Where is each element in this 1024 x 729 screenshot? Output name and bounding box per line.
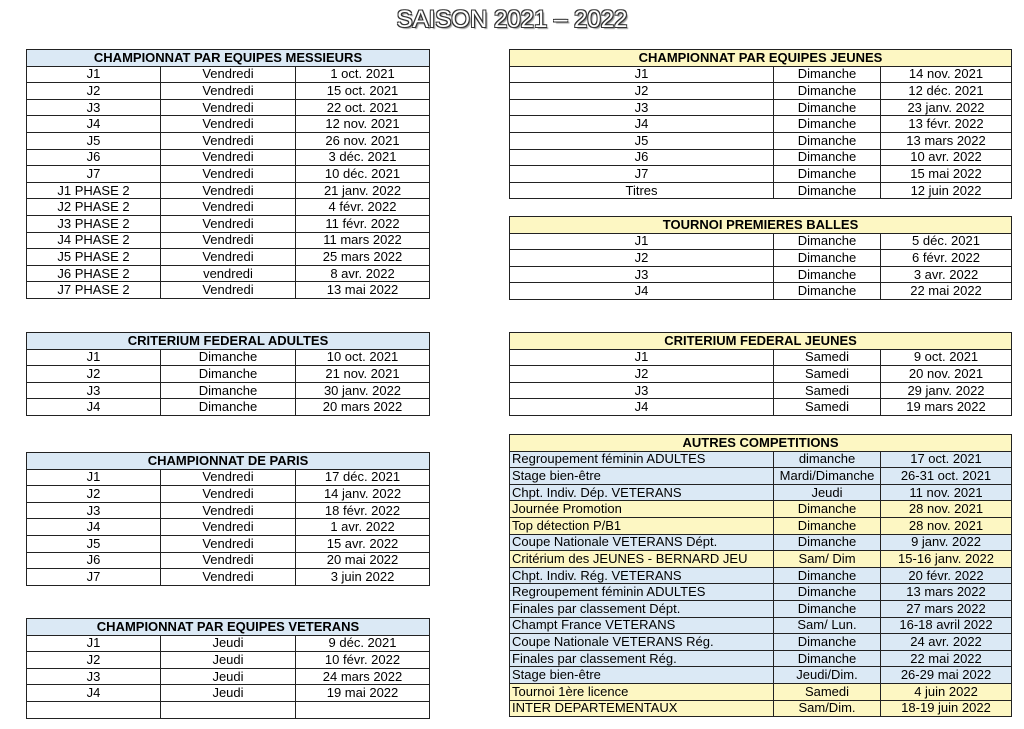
event-cell: J3 — [27, 502, 161, 519]
date-cell: 26-31 oct. 2021 — [881, 468, 1012, 485]
date-cell: 25 mars 2022 — [296, 249, 430, 266]
event-cell: J3 PHASE 2 — [27, 215, 161, 232]
date-cell: 10 déc. 2021 — [296, 166, 430, 183]
date-cell: 3 déc. 2021 — [296, 149, 430, 166]
event-cell — [27, 701, 161, 718]
day-cell: Sam/ Dim — [774, 551, 881, 568]
day-cell: Vendredi — [161, 535, 296, 552]
date-cell: 24 avr. 2022 — [881, 634, 1012, 651]
day-cell: Vendredi — [161, 132, 296, 149]
event-cell: J3 — [510, 99, 774, 116]
event-cell: J3 — [510, 266, 774, 283]
table-row — [510, 283, 1012, 300]
day-cell: Vendredi — [161, 569, 296, 586]
table-row — [510, 650, 1012, 667]
table-row — [27, 635, 430, 652]
event-cell: J4 — [510, 116, 774, 133]
table-row — [27, 166, 430, 183]
event-cell: J2 — [510, 366, 774, 383]
event-cell: J1 — [27, 469, 161, 486]
table-row — [27, 552, 430, 569]
day-cell: Dimanche — [774, 83, 881, 100]
day-cell: Vendredi — [161, 99, 296, 116]
date-cell: 15-16 janv. 2022 — [881, 551, 1012, 568]
event-cell: Chpt. Indiv. Dép. VETERANS — [510, 484, 774, 501]
event-cell: J2 — [27, 652, 161, 669]
event-cell: J7 PHASE 2 — [27, 282, 161, 299]
date-cell: 21 janv. 2022 — [296, 182, 430, 199]
event-cell: Champt France VETERANS — [510, 617, 774, 634]
event-cell: J4 — [27, 519, 161, 536]
event-cell: J2 — [510, 83, 774, 100]
table-row — [27, 469, 430, 486]
event-cell: J6 — [510, 149, 774, 166]
table-row — [510, 250, 1012, 267]
day-cell: Samedi — [774, 349, 881, 366]
table-row — [27, 668, 430, 685]
table-row — [27, 701, 430, 718]
date-cell: 6 févr. 2022 — [881, 250, 1012, 267]
day-cell: Dimanche — [161, 382, 296, 399]
event-cell: Titres — [510, 182, 774, 199]
day-cell: Dimanche — [774, 250, 881, 267]
table-row — [510, 132, 1012, 149]
day-cell: Jeudi — [161, 652, 296, 669]
table-header: CHAMPIONNAT PAR EQUIPES JEUNES — [510, 50, 1012, 67]
event-cell: J2 — [510, 250, 774, 267]
table-row — [510, 683, 1012, 700]
championnat-jeunes-table — [509, 49, 1012, 199]
day-cell: Dimanche — [161, 399, 296, 416]
day-cell: Dimanche — [774, 517, 881, 534]
date-cell: 13 mars 2022 — [881, 584, 1012, 601]
championnat-veterans-table — [26, 618, 430, 719]
date-cell: 23 janv. 2022 — [881, 99, 1012, 116]
event-cell: J1 — [27, 635, 161, 652]
event-cell: J3 — [27, 668, 161, 685]
table-row — [510, 182, 1012, 199]
day-cell: Vendredi — [161, 83, 296, 100]
date-cell: 13 févr. 2022 — [881, 116, 1012, 133]
event-cell: J5 — [27, 132, 161, 149]
table-row — [510, 634, 1012, 651]
table-row — [510, 451, 1012, 468]
day-cell: dimanche — [774, 451, 881, 468]
table-header: CRITERIUM FEDERAL JEUNES — [510, 333, 1012, 350]
date-cell: 28 nov. 2021 — [881, 501, 1012, 518]
event-cell: J4 — [27, 685, 161, 702]
table-row — [27, 66, 430, 83]
date-cell: 28 nov. 2021 — [881, 517, 1012, 534]
table-row — [27, 249, 430, 266]
event-cell: J6 — [27, 149, 161, 166]
table-row — [510, 484, 1012, 501]
day-cell: Samedi — [774, 683, 881, 700]
table-header: CHAMPIONNAT PAR EQUIPES VETERANS — [27, 619, 430, 636]
day-cell: Jeudi — [774, 484, 881, 501]
table-row — [510, 349, 1012, 366]
event-cell: Critérium des JEUNES - BERNARD JEU — [510, 551, 774, 568]
table-row — [27, 182, 430, 199]
date-cell: 1 avr. 2022 — [296, 519, 430, 536]
table-row — [27, 486, 430, 503]
day-cell: Vendredi — [161, 182, 296, 199]
event-cell: Coupe Nationale VETERANS Dépt. — [510, 534, 774, 551]
table-row — [27, 282, 430, 299]
event-cell: J3 — [27, 382, 161, 399]
table-row — [27, 99, 430, 116]
date-cell: 24 mars 2022 — [296, 668, 430, 685]
day-cell: Dimanche — [774, 584, 881, 601]
event-cell: Chpt. Indiv. Rég. VETERANS — [510, 567, 774, 584]
event-cell: J2 PHASE 2 — [27, 199, 161, 216]
table-header: CRITERIUM FEDERAL ADULTES — [27, 333, 430, 350]
date-cell: 20 mars 2022 — [296, 399, 430, 416]
day-cell: Dimanche — [774, 66, 881, 83]
table-row — [27, 382, 430, 399]
day-cell: Vendredi — [161, 116, 296, 133]
event-cell: J5 — [27, 535, 161, 552]
table-row — [510, 366, 1012, 383]
event-cell: J7 — [510, 166, 774, 183]
date-cell: 3 avr. 2022 — [881, 266, 1012, 283]
date-cell: 13 mai 2022 — [296, 282, 430, 299]
date-cell: 19 mai 2022 — [296, 685, 430, 702]
day-cell: Samedi — [774, 366, 881, 383]
table-row — [510, 66, 1012, 83]
day-cell: Dimanche — [774, 534, 881, 551]
day-cell: Vendredi — [161, 166, 296, 183]
date-cell: 9 oct. 2021 — [881, 349, 1012, 366]
date-cell: 18-19 juin 2022 — [881, 700, 1012, 717]
table-row — [27, 569, 430, 586]
date-cell: 17 déc. 2021 — [296, 469, 430, 486]
table-row — [510, 149, 1012, 166]
day-cell — [161, 701, 296, 718]
event-cell: Regroupement féminin ADULTES — [510, 451, 774, 468]
date-cell: 14 nov. 2021 — [881, 66, 1012, 83]
event-cell: J1 — [510, 233, 774, 250]
event-cell: J1 PHASE 2 — [27, 182, 161, 199]
date-cell: 9 déc. 2021 — [296, 635, 430, 652]
day-cell: Vendredi — [161, 66, 296, 83]
event-cell: Top détection P/B1 — [510, 517, 774, 534]
table-row — [27, 132, 430, 149]
date-cell: 20 mai 2022 — [296, 552, 430, 569]
day-cell: Vendredi — [161, 249, 296, 266]
date-cell — [296, 701, 430, 718]
day-cell: Dimanche — [774, 182, 881, 199]
date-cell: 10 avr. 2022 — [881, 149, 1012, 166]
day-cell: Vendredi — [161, 215, 296, 232]
table-row — [27, 116, 430, 133]
table-row — [510, 83, 1012, 100]
day-cell: Vendredi — [161, 149, 296, 166]
tournoi-premieres-balles-table — [509, 216, 1012, 300]
day-cell: Dimanche — [161, 349, 296, 366]
date-cell: 16-18 avril 2022 — [881, 617, 1012, 634]
championnat-messieurs-table — [26, 49, 430, 299]
table-row — [510, 517, 1012, 534]
event-cell: J4 — [510, 399, 774, 416]
day-cell: Dimanche — [161, 366, 296, 383]
table-row — [510, 501, 1012, 518]
day-cell: Sam/Dim. — [774, 700, 881, 717]
day-cell: Dimanche — [774, 116, 881, 133]
event-cell: J2 — [27, 366, 161, 383]
event-cell: Journée Promotion — [510, 501, 774, 518]
date-cell: 4 févr. 2022 — [296, 199, 430, 216]
date-cell: 17 oct. 2021 — [881, 451, 1012, 468]
day-cell: Vendredi — [161, 232, 296, 249]
day-cell: Vendredi — [161, 486, 296, 503]
event-cell: Finales par classement Rég. — [510, 650, 774, 667]
event-cell: J3 — [510, 382, 774, 399]
date-cell: 21 nov. 2021 — [296, 366, 430, 383]
table-row — [27, 265, 430, 282]
day-cell: Dimanche — [774, 600, 881, 617]
table-row — [510, 551, 1012, 568]
day-cell: Dimanche — [774, 233, 881, 250]
date-cell: 22 mai 2022 — [881, 283, 1012, 300]
event-cell: J4 PHASE 2 — [27, 232, 161, 249]
table-row — [510, 99, 1012, 116]
event-cell: J7 — [27, 569, 161, 586]
event-cell: J6 — [27, 552, 161, 569]
event-cell: J5 — [510, 132, 774, 149]
event-cell: Stage bien-être — [510, 667, 774, 684]
day-cell: Dimanche — [774, 650, 881, 667]
table-row — [27, 83, 430, 100]
date-cell: 13 mars 2022 — [881, 132, 1012, 149]
table-row — [510, 399, 1012, 416]
event-cell: J1 — [510, 349, 774, 366]
date-cell: 3 juin 2022 — [296, 569, 430, 586]
page-title: SAISON 2021 – 2022 — [396, 6, 628, 33]
event-cell: Tournoi 1ère licence — [510, 683, 774, 700]
table-row — [27, 535, 430, 552]
day-cell: Dimanche — [774, 567, 881, 584]
table-header: AUTRES COMPETITIONS — [510, 435, 1012, 452]
event-cell: J5 PHASE 2 — [27, 249, 161, 266]
day-cell: Sam/ Lun. — [774, 617, 881, 634]
table-row — [510, 468, 1012, 485]
date-cell: 27 mars 2022 — [881, 600, 1012, 617]
table-row — [27, 232, 430, 249]
event-cell: J1 — [27, 66, 161, 83]
table-header: CHAMPIONNAT DE PARIS — [27, 453, 430, 470]
date-cell: 18 févr. 2022 — [296, 502, 430, 519]
day-cell: Jeudi/Dim. — [774, 667, 881, 684]
day-cell: Jeudi — [161, 668, 296, 685]
day-cell: Mardi/Dimanche — [774, 468, 881, 485]
table-row — [510, 382, 1012, 399]
criterium-adultes-table — [26, 332, 430, 416]
table-row — [27, 502, 430, 519]
table-row — [510, 600, 1012, 617]
table-row — [27, 366, 430, 383]
event-cell: Stage bien-être — [510, 468, 774, 485]
table-row — [27, 519, 430, 536]
event-cell: J2 — [27, 83, 161, 100]
event-cell: J1 — [510, 66, 774, 83]
event-cell: J4 — [27, 116, 161, 133]
championnat-paris-table — [26, 452, 430, 586]
table-row — [510, 700, 1012, 717]
day-cell: Vendredi — [161, 199, 296, 216]
day-cell: Samedi — [774, 382, 881, 399]
criterium-jeunes-table — [509, 332, 1012, 416]
day-cell: Vendredi — [161, 502, 296, 519]
day-cell: Samedi — [774, 399, 881, 416]
date-cell: 8 avr. 2022 — [296, 265, 430, 282]
table-row — [510, 534, 1012, 551]
day-cell: Vendredi — [161, 282, 296, 299]
date-cell: 22 mai 2022 — [881, 650, 1012, 667]
table-row — [510, 166, 1012, 183]
table-row — [510, 116, 1012, 133]
table-row — [27, 215, 430, 232]
date-cell: 1 oct. 2021 — [296, 66, 430, 83]
date-cell: 9 janv. 2022 — [881, 534, 1012, 551]
event-cell: Finales par classement Dépt. — [510, 600, 774, 617]
day-cell: Vendredi — [161, 469, 296, 486]
day-cell: Dimanche — [774, 501, 881, 518]
event-cell: J4 — [27, 399, 161, 416]
date-cell: 20 févr. 2022 — [881, 567, 1012, 584]
event-cell: Regroupement féminin ADULTES — [510, 584, 774, 601]
event-cell: J4 — [510, 283, 774, 300]
date-cell: 11 mars 2022 — [296, 232, 430, 249]
date-cell: 15 mai 2022 — [881, 166, 1012, 183]
date-cell: 26 nov. 2021 — [296, 132, 430, 149]
day-cell: Jeudi — [161, 685, 296, 702]
table-row — [510, 667, 1012, 684]
day-cell: Dimanche — [774, 149, 881, 166]
table-row — [510, 233, 1012, 250]
table-row — [510, 584, 1012, 601]
table-row — [27, 149, 430, 166]
table-header: CHAMPIONNAT PAR EQUIPES MESSIEURS — [27, 50, 430, 67]
table-row — [510, 567, 1012, 584]
day-cell: Dimanche — [774, 266, 881, 283]
date-cell: 29 janv. 2022 — [881, 382, 1012, 399]
event-cell: INTER DEPARTEMENTAUX — [510, 700, 774, 717]
event-cell: Coupe Nationale VETERANS Rég. — [510, 634, 774, 651]
date-cell: 30 janv. 2022 — [296, 382, 430, 399]
table-row — [27, 652, 430, 669]
event-cell: J6 PHASE 2 — [27, 265, 161, 282]
event-cell: J3 — [27, 99, 161, 116]
day-cell: Jeudi — [161, 635, 296, 652]
day-cell: Dimanche — [774, 634, 881, 651]
date-cell: 15 avr. 2022 — [296, 535, 430, 552]
table-row — [27, 349, 430, 366]
day-cell: Dimanche — [774, 166, 881, 183]
day-cell: Vendredi — [161, 519, 296, 536]
table-row — [27, 685, 430, 702]
date-cell: 26-29 mai 2022 — [881, 667, 1012, 684]
event-cell: J7 — [27, 166, 161, 183]
autres-competitions-table — [509, 434, 1012, 717]
table-row — [510, 617, 1012, 634]
date-cell: 4 juin 2022 — [881, 683, 1012, 700]
table-row — [510, 266, 1012, 283]
date-cell: 11 nov. 2021 — [881, 484, 1012, 501]
date-cell: 12 nov. 2021 — [296, 116, 430, 133]
table-row — [27, 199, 430, 216]
date-cell: 20 nov. 2021 — [881, 366, 1012, 383]
date-cell: 19 mars 2022 — [881, 399, 1012, 416]
date-cell: 14 janv. 2022 — [296, 486, 430, 503]
date-cell: 11 févr. 2022 — [296, 215, 430, 232]
day-cell: vendredi — [161, 265, 296, 282]
date-cell: 12 juin 2022 — [881, 182, 1012, 199]
date-cell: 10 oct. 2021 — [296, 349, 430, 366]
date-cell: 10 févr. 2022 — [296, 652, 430, 669]
date-cell: 15 oct. 2021 — [296, 83, 430, 100]
day-cell: Vendredi — [161, 552, 296, 569]
date-cell: 22 oct. 2021 — [296, 99, 430, 116]
event-cell: J1 — [27, 349, 161, 366]
event-cell: J2 — [27, 486, 161, 503]
day-cell: Dimanche — [774, 283, 881, 300]
date-cell: 12 déc. 2021 — [881, 83, 1012, 100]
day-cell: Dimanche — [774, 132, 881, 149]
day-cell: Dimanche — [774, 99, 881, 116]
table-row — [27, 399, 430, 416]
table-header: TOURNOI PREMIERES BALLES — [510, 217, 1012, 234]
date-cell: 5 déc. 2021 — [881, 233, 1012, 250]
